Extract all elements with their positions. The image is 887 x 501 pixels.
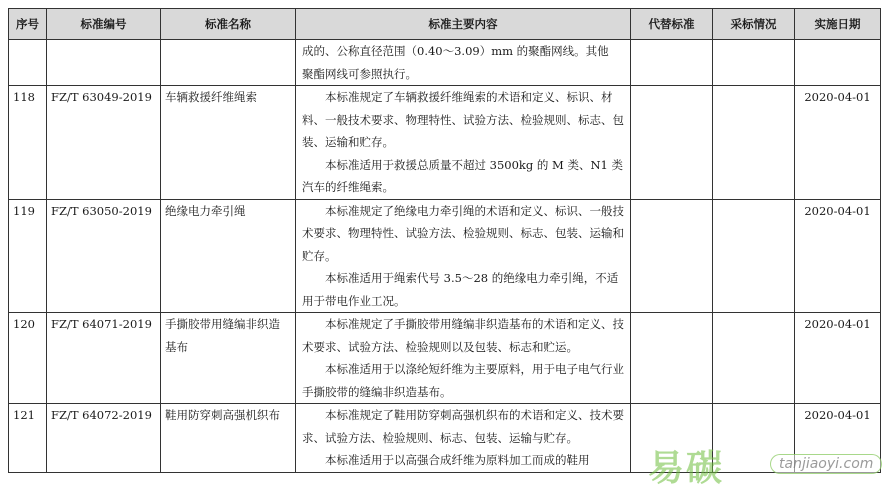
content-line: 成的、公称直径范围（0.40～3.09）mm 的聚酯网线。其他 [302, 44, 609, 58]
content-line: 聚酯网线可参照执行。 [302, 66, 417, 81]
table-row [9, 86, 881, 200]
cell-seq: 118 [9, 86, 47, 200]
table-row [9, 199, 881, 313]
cell-seq: 121 [9, 404, 47, 473]
continuation-row [9, 40, 881, 86]
cell-adopt [713, 40, 795, 86]
cell-content [296, 313, 631, 404]
cell-seq: 119 [9, 199, 47, 313]
cell-date: 2020-04-01 [795, 199, 881, 313]
header-replace: 代替标准 [631, 9, 713, 40]
cell-code: FZ/T 64072-2019 [47, 404, 161, 473]
content-para-application: 本标准适用于以涤纶短纤维为主要原料，用于电子电气行业手撕胶带的缝编非织造基布。 [302, 362, 624, 399]
content-para-scope: 本标准规定了鞋用防穿刺高强机织布的术语和定义、技术要求、试验方法、检验规则、标志、包装、运输与贮存。 [302, 408, 624, 445]
header-adopt: 采标情况 [713, 9, 795, 40]
header-row [9, 9, 881, 40]
cell-replace [631, 199, 713, 313]
cell-replace [631, 86, 713, 200]
cell-replace [631, 313, 713, 404]
cell-content [296, 404, 631, 473]
header-name: 标准名称 [161, 9, 296, 40]
cell-content [296, 86, 631, 200]
watermark-brand: 易碳 [648, 448, 725, 489]
cell-replace [631, 40, 713, 86]
cell-adopt [713, 313, 795, 404]
cell-date: 2020-04-01 [795, 313, 881, 404]
content-para-application: 本标准适用于以高强合成纤维为原料加工而成的鞋用 [325, 453, 590, 467]
watermark-logo [648, 440, 886, 496]
cell-date: 2020-04-01 [795, 86, 881, 200]
header-content: 标准主要内容 [296, 9, 631, 40]
cell-seq: 120 [9, 313, 47, 404]
cell-name: 车辆救援纤维绳索 [161, 86, 296, 200]
cell-name: 绝缘电力牵引绳 [161, 199, 296, 313]
cell-name: 手撕胶带用缝编非织造基布 [161, 313, 296, 404]
cell-code: FZ/T 63049-2019 [47, 86, 161, 200]
standards-table [8, 8, 881, 473]
cell-name: 鞋用防穿刺高强机织布 [161, 404, 296, 473]
header-seq: 序号 [9, 9, 47, 40]
cell-code: FZ/T 64071-2019 [47, 313, 161, 404]
cell-name [161, 40, 296, 86]
table-row [9, 313, 881, 404]
cell-date: 2020-04-01 [795, 404, 881, 473]
cell-content [296, 199, 631, 313]
content-para-application: 本标准适用于救援总质量不超过 3500kg 的 M 类、N1 类汽车的纤维绳索。 [302, 157, 624, 194]
header-date: 实施日期 [795, 9, 881, 40]
content-para-scope: 本标准规定了车辆救援纤维绳索的术语和定义、标识、材料、一般技术要求、物理特性、试验方法、检验规则、标志、包装、运输和贮存。 [302, 90, 624, 149]
header-code: 标准编号 [47, 9, 161, 40]
cell-adopt [713, 86, 795, 200]
content-para-application: 本标准适用于绳索代号 3.5～28 的绝缘电力牵引绳，不适用于带电作业工况。 [302, 271, 619, 308]
content-para-scope: 本标准规定了绝缘电力牵引绳的术语和定义、标识、一般技术要求、物理特性、试验方法、检验规则、标志、包装、运输和贮存。 [302, 203, 624, 263]
watermark-url: tanjiaoyi.com [770, 454, 882, 474]
cell-seq [9, 40, 47, 86]
cell-date [795, 40, 881, 86]
cell-code [47, 40, 161, 86]
cell-adopt [713, 199, 795, 313]
cell-code: FZ/T 63050-2019 [47, 199, 161, 313]
cell-content [296, 40, 631, 86]
content-para-scope: 本标准规定了手撕胶带用缝编非织造基布的术语和定义、技术要求、试验方法、检验规则以及包装、标志和贮运。 [302, 317, 624, 354]
